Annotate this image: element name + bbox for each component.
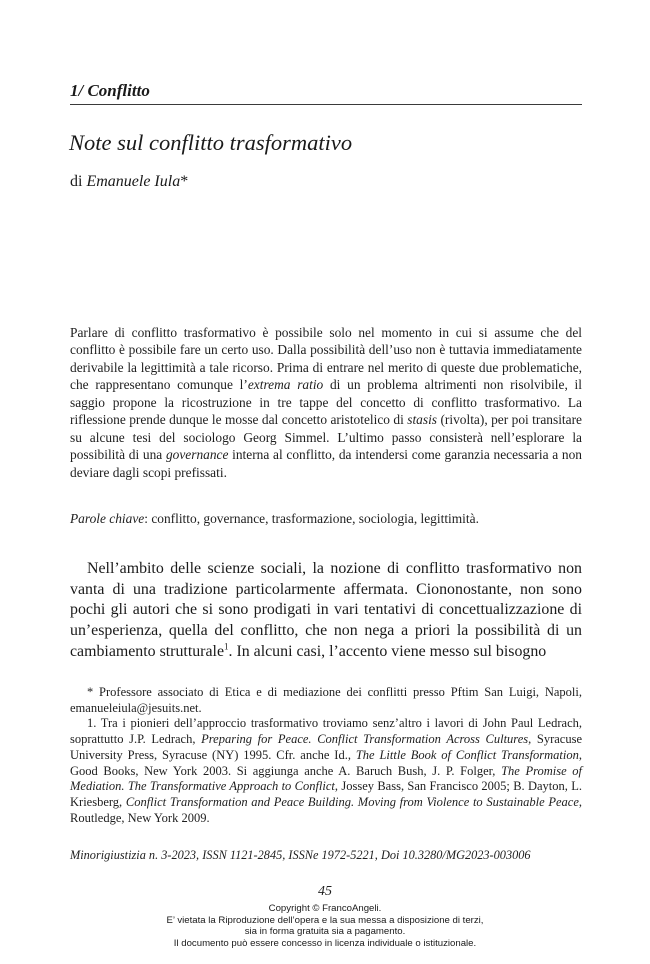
copyright-line: sia in forma gratuita sia a pagamento. xyxy=(244,926,406,938)
abstract xyxy=(70,324,582,481)
author-footnote-mark: * xyxy=(180,173,189,190)
copyright-notice xyxy=(0,903,650,949)
abstract-text-2: di un problema altrimenti non risolvibile, il saggio propone la ricostruzione in tre tappe del concetto di conflitto trasformativo. La riflessione prende dunque le mosse dal concetto aristotelico di xyxy=(70,377,582,428)
footnote-1-text-d: , Jossey Bass, San Francisco 2005; B. Dayton, L. Kriesberg, xyxy=(70,779,582,809)
footnotes xyxy=(70,685,582,826)
footnote-1-italic-3: The Promise of Mediation. The Transformative Approach to Conflict xyxy=(70,763,582,794)
page-number: 45 xyxy=(318,884,332,899)
footnote-ref-1[interactable]: 1 xyxy=(224,641,229,652)
abstract-italic-2: stasis xyxy=(407,412,438,428)
heading-rule xyxy=(70,104,582,105)
keywords-label: Parole chiave xyxy=(70,511,145,526)
body-text-b: . In alcuni casi, l’accento viene messo sul bisogno xyxy=(228,642,547,660)
journal-citation: Minorigiustizia n. 3-2023, ISSN 1121-2845, ISSNe 1972-5221, Doi 10.3280/MG2023-003006 xyxy=(70,848,531,862)
abstract-italic-1: extrema ratio xyxy=(247,377,324,393)
footnote-1-text-e: , Routledge, New York 2009. xyxy=(70,794,583,825)
section-heading: 1/ Conflitto xyxy=(70,81,150,100)
footnote-1 xyxy=(70,716,582,826)
copyright-line: Copyright © FrancoAngeli. xyxy=(268,903,382,914)
footnote-1-text-b: , Syracuse University Press, Syracuse (NY) 1995. Cfr. anche Id., xyxy=(70,732,582,762)
author-line xyxy=(70,173,188,191)
footnote-author: * Professore associato di Etica e di mediazione dei conflitti presso Pftim San Luigi, Napoli, emanueleiula@jesuits.net. xyxy=(70,685,582,715)
author-prefix: di xyxy=(70,173,87,190)
copyright-line: E’ vietata la Riproduzione dell’opera e la sua messa a disposizione di terzi, xyxy=(166,914,484,926)
footnote-1-italic-1: Preparing for Peace. Conflict Transformation Across Cultures xyxy=(201,732,529,747)
abstract-text-3: (rivolta), per poi transitare su alcune tesi del sociologo Georg Simmel. L’ultimo passo consisterà nell’esplorare la possibilità di una xyxy=(70,412,582,463)
copyright-line: Il documento può essere concesso in licenza individuale o istituzionale. xyxy=(173,937,477,949)
abstract-text-1: Parlare di conflitto trasformativo è possibile solo nel momento in cui si assume che del conflitto è possibile fare un certo uso. Dalla possibilità dell’uso non è tuttavia immediatamente derivabile la legittimità a tale ricorso. Prima di entrare nel merito di queste due problematiche, che rappresentano comunque l’ xyxy=(70,325,582,393)
abstract-text-4: interna al conflitto, da intendersi come garanzia necessaria a non deviare dagli scopi prefissati. xyxy=(70,447,582,480)
keywords-text: : conflitto, governance, trasformazione, sociologia, legittimità. xyxy=(144,511,479,526)
author-name: Emanuele Iula xyxy=(86,173,181,190)
footnote-1-italic-2: The Little Book of Conflict Transformation xyxy=(355,747,579,762)
body-paragraph xyxy=(70,559,582,663)
body-text-a: Nell’ambito delle scienze sociali, la nozione di conflitto trasformativo non vanta di una tradizione particolarmente affermata. Ciononostante, non sono pochi gli autori che si sono prodigati in vari tentativi di concettualizzazione di un’esperienza, quella del conflitto, che non nega a priori la possibilità di un cambiamento strutturale xyxy=(70,560,582,660)
footnote-1-text-c: , Good Books, New York 2003. Si aggiunga anche A. Baruch Bush, J. P. Folger, xyxy=(70,747,582,778)
footnote-1-text-a: 1. Tra i pionieri dell’approccio trasformativo troviamo senz’altro i lavori di John Paul Ledrach, soprattutto J.P. Ledrach, xyxy=(70,716,582,747)
keywords xyxy=(70,510,582,527)
abstract-italic-3: governance xyxy=(165,447,229,463)
article-title: Note sul conflitto trasformativo xyxy=(69,130,353,155)
footnote-1-italic-4: Conflict Transformation and Peace Building. Moving from Violence to Sustainable Peace xyxy=(125,794,579,809)
